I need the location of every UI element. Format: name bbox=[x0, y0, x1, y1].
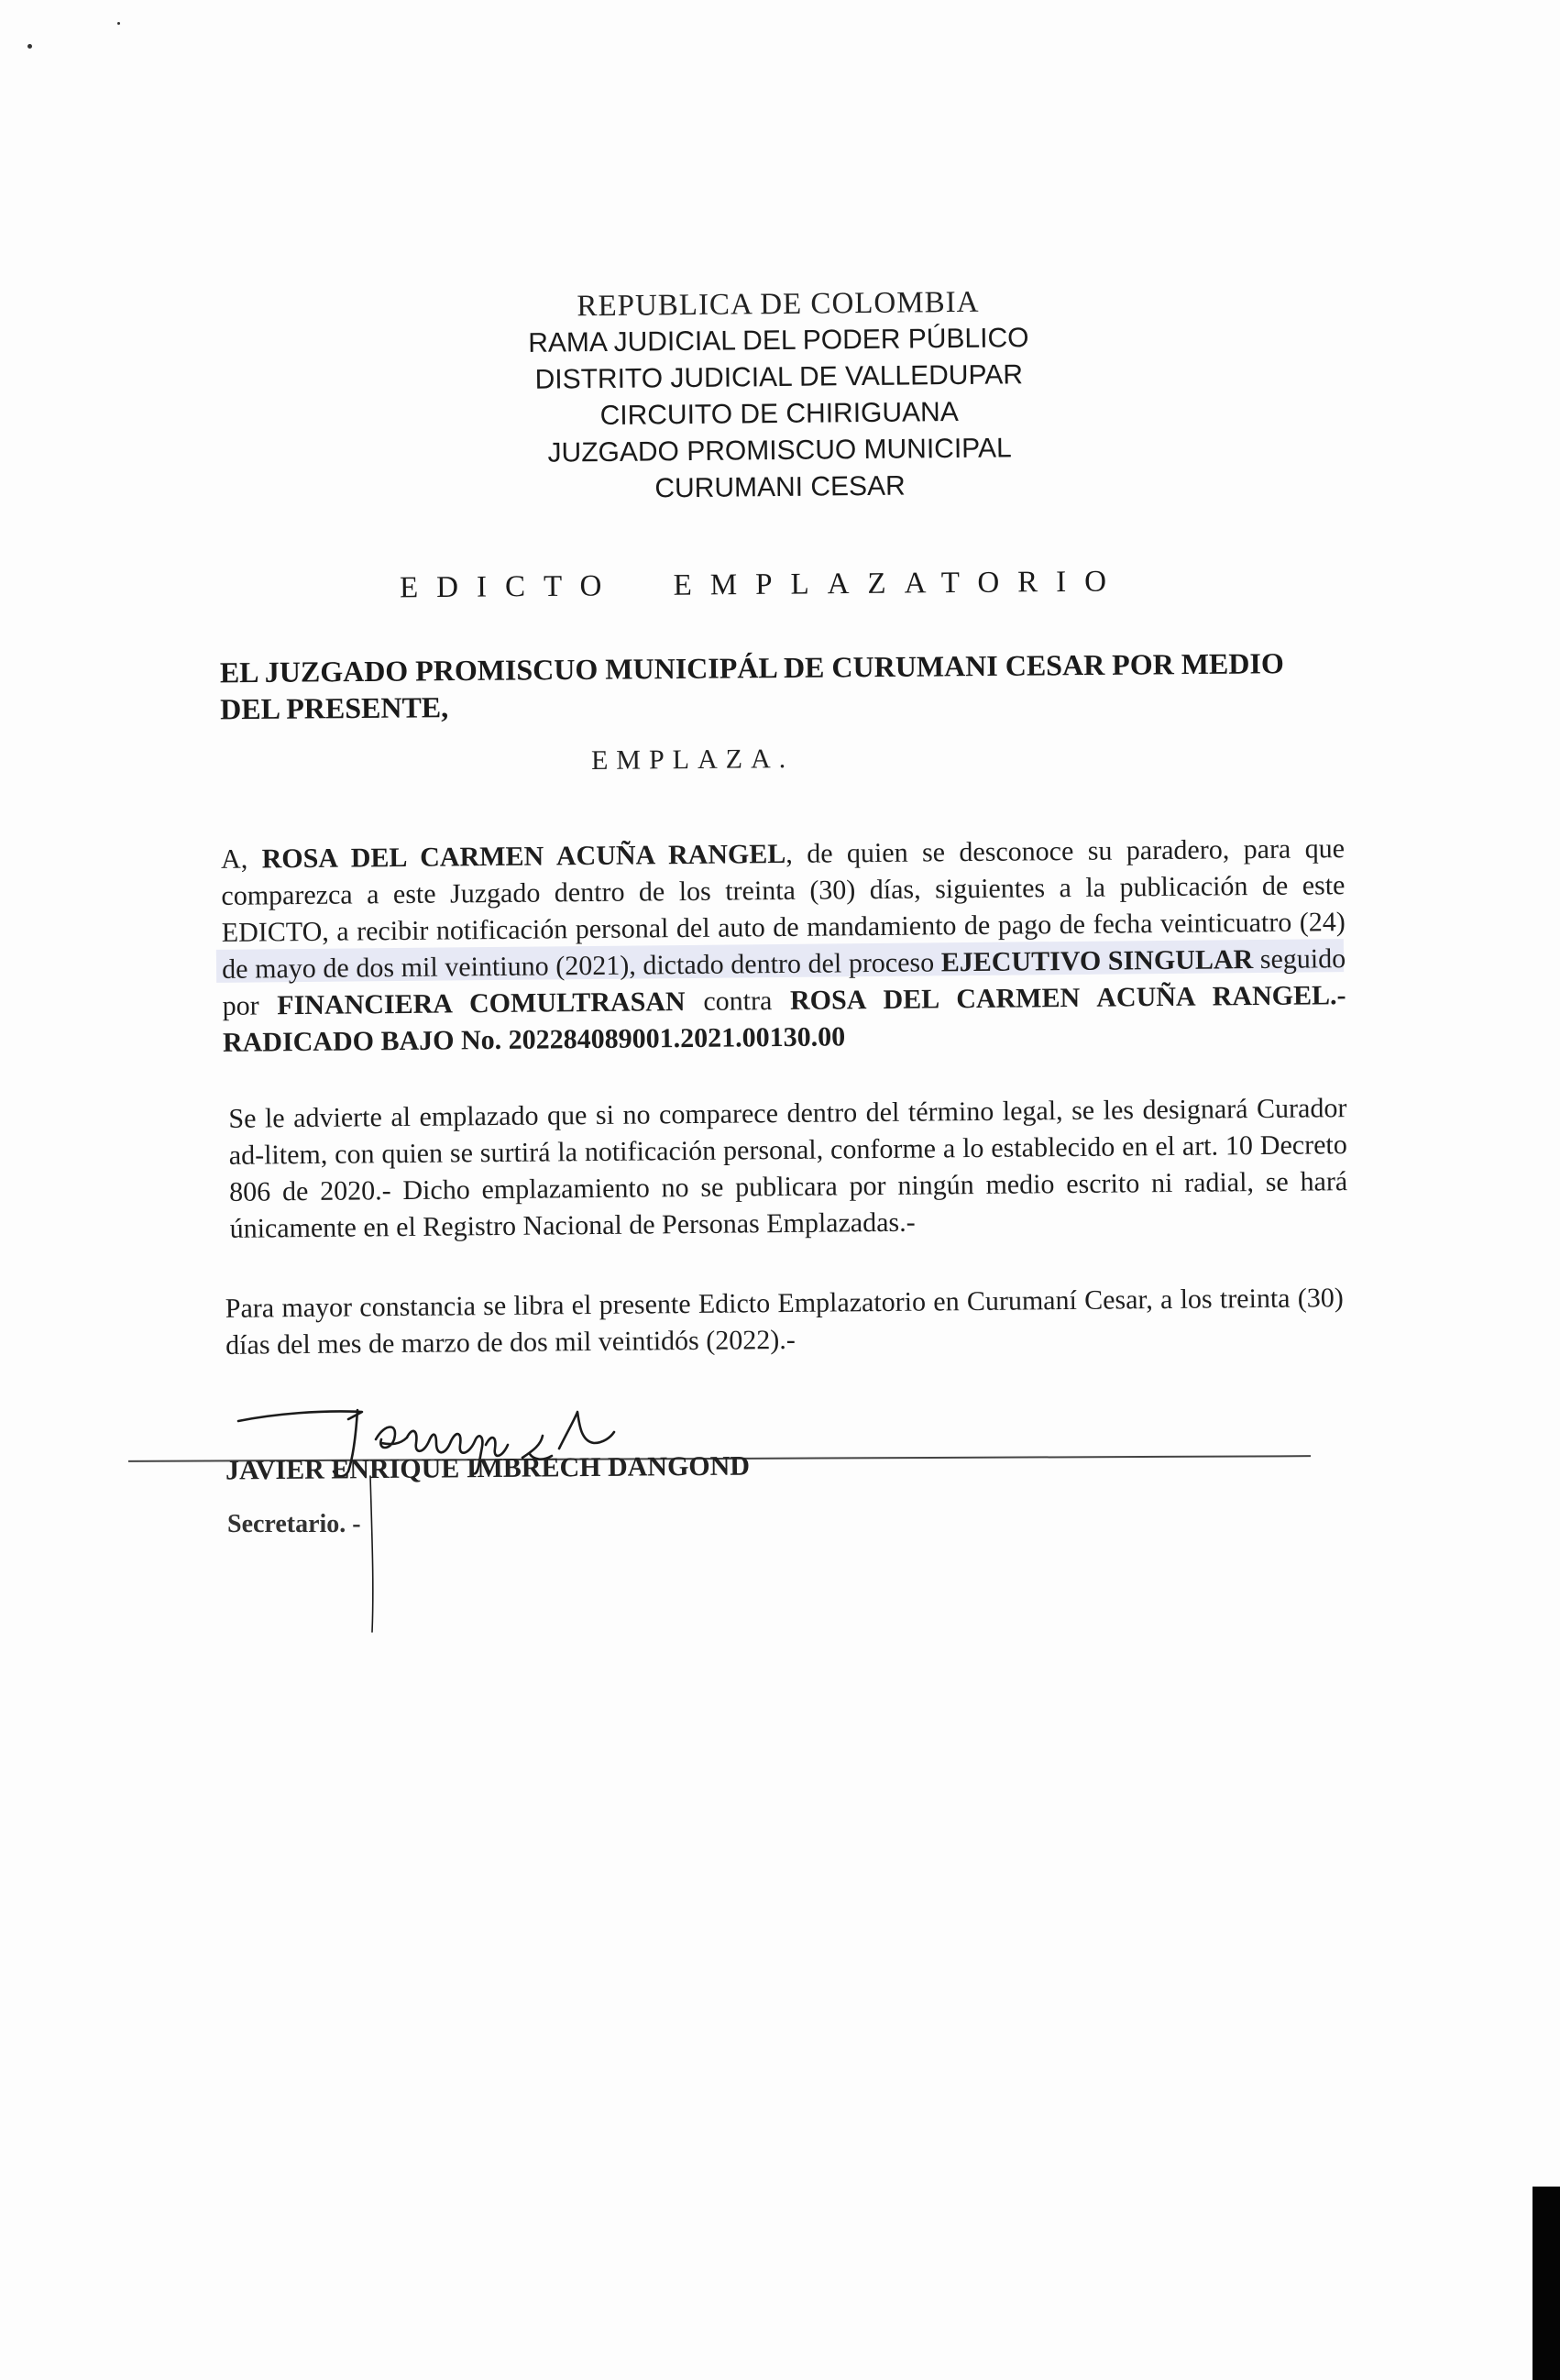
process-type: EJECUTIVO SINGULAR bbox=[940, 944, 1254, 978]
summons-text-3: contra bbox=[685, 985, 791, 1018]
summons-lead: A, bbox=[220, 843, 262, 875]
paragraph-summons bbox=[221, 831, 1346, 1062]
document-title: EDICTO EMPLAZATORIO bbox=[399, 565, 1126, 605]
signer-name: JAVIER ENRIQUE IMBRECH DANGOND bbox=[225, 1450, 751, 1486]
emplaza-heading: EMPLAZA. bbox=[590, 744, 795, 776]
header-line-republic: REPUBLICA DE COLOMBIA bbox=[577, 285, 980, 324]
signer-role: Secretario. - bbox=[227, 1510, 361, 1538]
summons-text-1: , de quien se desconoce su paradero, para que comparezca a este Juzgado dentro de los treinta (30) días, siguientes a la publicación de este EDICTO, a recibir notificación personal del auto de mandamiento de pago de fecha veinticuatro (24) de mayo de dos mil veintiuno (2021), dictado dentro del proceso bbox=[221, 833, 1346, 985]
intro-statement: EL JUZGADO PROMISCUO MUNICIPÁL DE CURUMANI CESAR POR MEDIO DEL PRESENTE, bbox=[219, 646, 1284, 726]
header-line-branch: RAMA JUDICIAL DEL PODER PÚBLICO bbox=[528, 323, 1029, 358]
paragraph-warning: Se le advierte al emplazado que si no comparece dentro del término legal, se les designará Curador ad-litem, con quien se surtirá la notificación personal, conforme a lo establecido en el art. 10 Decreto 806 de 2020.- Dicho emplazamiento no se publicara por ningún medio escrito ni radial, se hará únicamente en el Registro Nacional de Personas Emplazadas.- bbox=[228, 1093, 1348, 1244]
defendant-and-radicado: ROSA DEL CARMEN ACUÑA RANGEL.- RADICADO BAJO No. 202284089001.2021.00130.00 bbox=[222, 980, 1346, 1058]
court-header bbox=[393, 282, 1165, 511]
summoned-person-name: ROSA DEL CARMEN ACUÑA RANGEL bbox=[261, 838, 786, 875]
handwritten-signature bbox=[211, 1366, 687, 1641]
header-line-circuit: CIRCUITO DE CHIRIGUANA bbox=[599, 396, 959, 432]
summons-text-2: seguido por bbox=[222, 943, 1346, 1021]
scan-edge-mark bbox=[1533, 2187, 1560, 2380]
header-line-city: CURUMANI CESAR bbox=[654, 470, 906, 504]
scan-speck bbox=[117, 22, 120, 25]
header-line-court: JUZGADO PROMISCUO MUNICIPAL bbox=[547, 433, 1012, 468]
plaintiff-name: FINANCIERA COMULTRASAN bbox=[277, 986, 686, 1021]
header-line-district: DISTRITO JUDICIAL DE VALLEDUPAR bbox=[534, 359, 1024, 395]
scan-speck bbox=[27, 44, 32, 49]
paragraph-constancy: Para mayor constancia se libra el presente Edicto Emplazatorio en Curumaní Cesar, a los treinta (30) días del mes de marzo de dos mil veintidós (2022).- bbox=[225, 1283, 1344, 1361]
